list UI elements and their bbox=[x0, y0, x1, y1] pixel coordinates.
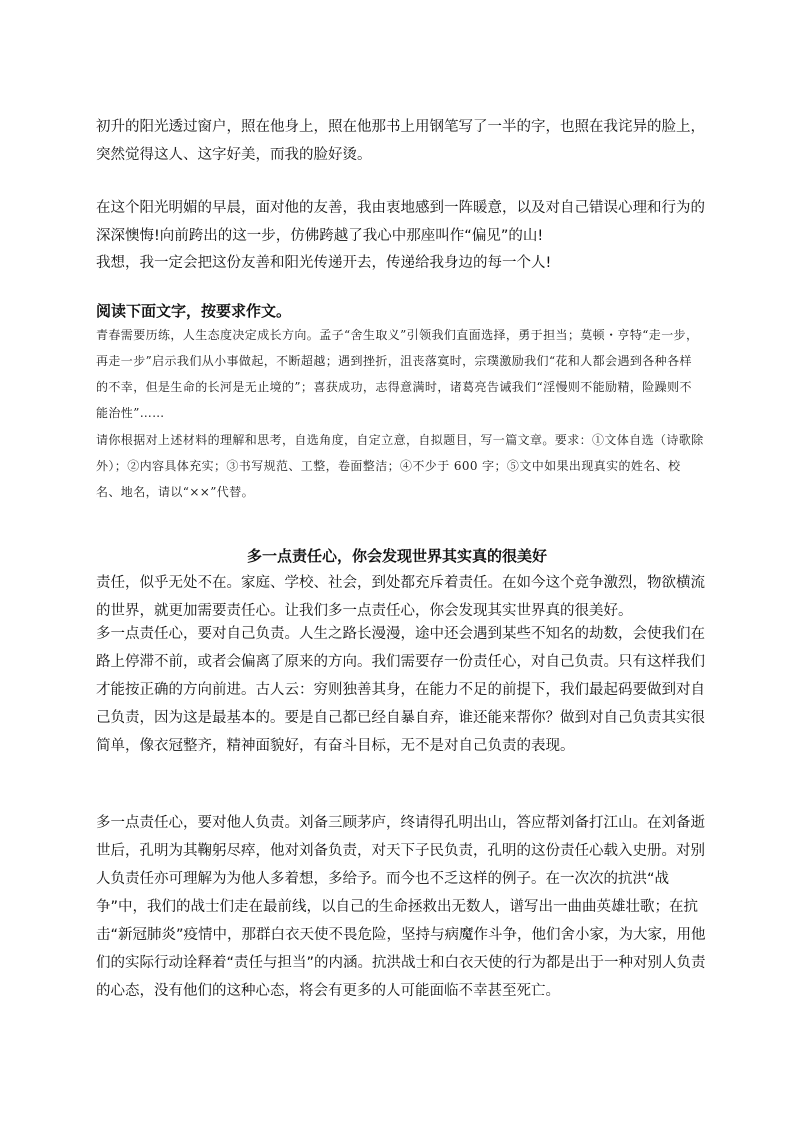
essay-paragraph-2: 多一点责任心，要对自己负责。人生之路长漫漫，途中还会遇到某些不知名的劫数，会使我们在路上停滞不前，或者会偏离了原来的方向。我们需要存一份责任心，对自己负责。只有这样我们才能按正确的方向前进。古人云：穷则独善其身，在能力不足的前提下，我们最起码要做到对自己负责，因为这是最基本的。要是自己都已经自暴自弃，谁还能来帮你？做到对自己负责其实很简单，像衣冠整齐，精神面貌好，有奋斗目标，无不是对自己负责的表现。 bbox=[96, 626, 705, 754]
writing-requirements: 请你根据对上述材料的理解和思考，自选角度，自定立意，自拟题目，写一篇文章。要求：①文体自选（诗歌除外）；②内容具体充实；③书写规范、工整，卷面整洁；④不少于 600 字；⑤文中如果出现真实的姓名、校名、地名，请以“××”代替。 bbox=[96, 433, 704, 499]
story-paragraph-3: 我想，我一定会把这份友善和阳光传递开去，传递给我身边的每一个人! bbox=[96, 255, 552, 271]
essay-paragraph-1: 责任，似乎无处不在。家庭、学校、社会，到处都充斥着责任。在如今这个竞争激烈，物欲横流的世界，就更加需要责任心。让我们多一点责任心，你会发现其实世界真的很美好。 bbox=[96, 575, 705, 619]
essay-title: 多一点责任心，你会发现世界其实真的很美好 bbox=[246, 547, 547, 565]
task-heading: 阅读下面文字，按要求作文。 bbox=[96, 302, 292, 320]
writing-material: 青春需要历练，人生态度决定成长方向。孟子“舍生取义”引领我们直面选择，勇于担当；莫顿・亨特“走一步，再走一步”启示我们从小事做起，不断超越；遇到挫折，沮丧落寞时，宗璞激励我们“花和人都会遇到各种各样的不幸，但是生命的长河是无止境的”；喜获成功，志得意满时，诸葛亮告诫我们“淫慢则不能励精，险躁则不能治性”…… bbox=[96, 328, 699, 420]
essay-paragraph-3: 多一点责任心，要对他人负责。刘备三顾茅庐，终请得孔明出山，答应帮刘备打江山。在刘备逝世后，孔明为其鞠躬尽瘁，他对刘备负责，对天下子民负责，孔明的这份责任心载入史册。对别人负责任亦可理解为为他人多着想，多给予。而今也不乏这样的例子。在一次次的抗洪“战争”中，我们的战士们走在最前线，以自己的生命拯救出无数人，谱写出一曲曲英雄壮歌；在抗击“新冠肺炎”疫情中，那群白衣天使不畏危险，坚持与病魔作斗争，他们舍小家，为大家，用他们的实际行动诠释着“责任与担当”的内涵。抗洪战士和白衣天使的行为都是出于一种对别人负责的心态，没有他们的这种心态，将会有更多的人可能面临不幸甚至死亡。 bbox=[96, 815, 706, 999]
story-paragraph-1: 初升的阳光透过窗户，照在他身上，照在他那书上用钢笔写了一半的字，也照在我诧异的脸上，突然觉得这人、这字好美，而我的脸好烫。 bbox=[96, 119, 705, 163]
story-paragraph-2: 在这个阳光明媚的早晨，面对他的友善，我由衷地感到一阵暖意，以及对自己错误心理和行为的深深懊悔!向前跨出的这一步，仿佛跨越了我心中那座叫作“偏见”的山! bbox=[96, 200, 705, 244]
